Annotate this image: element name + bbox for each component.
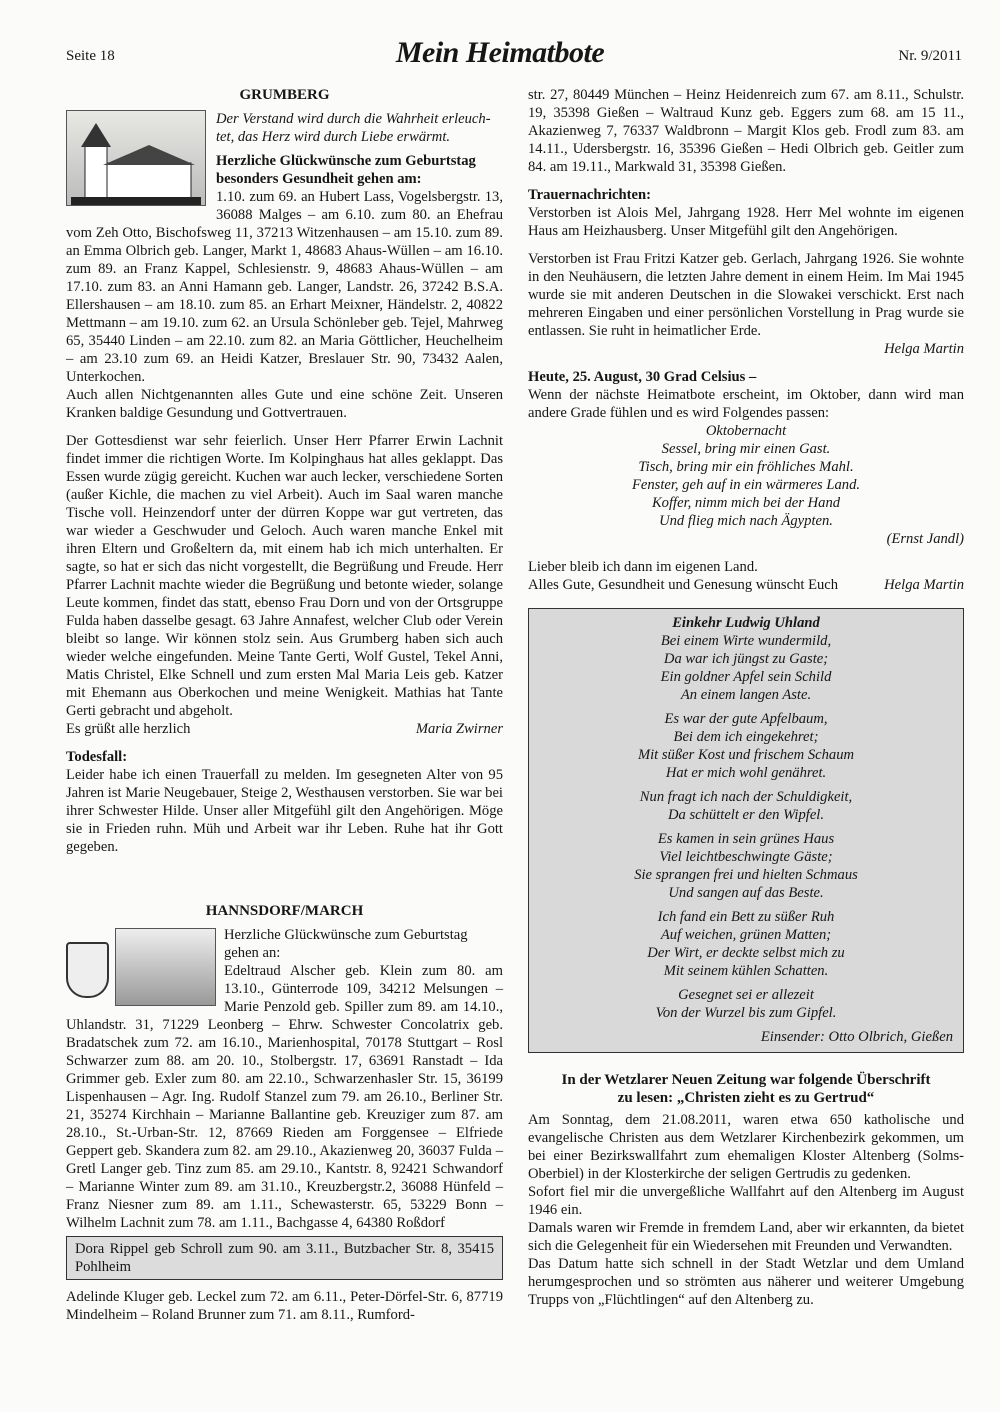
poem-line: Und flieg mich nach Ägypten. bbox=[659, 513, 833, 529]
poem-stanza bbox=[539, 788, 953, 824]
poem-line: Auf weichen, grünen Matten; bbox=[660, 927, 832, 943]
left-column bbox=[66, 86, 503, 1324]
poem-stanza bbox=[539, 830, 953, 902]
article-paragraph: Sofort fiel mir die unvergeßliche Wallfahrt auf den Altenberg im August 1946 ein. bbox=[528, 1184, 964, 1218]
birthday-list-continuation: str. 27, 80449 München – Heinz Heidenreich zum 67. am 8.11., Schulstr. 19, 35398 Gießen – Waltraud Kunz geb. Eggers zum 68. am 15 11., Akazienweg 7, 76337 Waldbronn – Margit Klos geb. Frodl zum 83. am 14.11., Udersbergstr. 16, 35396 Gießen – Hedi Olbrich geb. Geitler zum 84. am 19.11., Markwald 31, 35398 Gießen. bbox=[528, 87, 964, 175]
death-text: Leider habe ich einen Trauerfall zu melden. Im gesegneten Alter von 95 Jahren ist Marie Neugebauer, Steige 2, Westhausen verstorben. Sie war bei ihrer Schwester Hilde. Unser aller Mitgefühl gilt den Angehörigen. Möge sie in Frieden ruhn. Müh und Arbeit war ihr Leben. Ruhe hat ihr Gott gegeben. bbox=[66, 767, 503, 855]
today-heading: Heute, 25. August, 30 Grad Celsius – bbox=[528, 369, 757, 385]
highlight-box bbox=[66, 1236, 503, 1280]
wish-line bbox=[528, 576, 964, 594]
poem-line: An einem langen Aste. bbox=[680, 687, 812, 703]
report-text: Der Gottesdienst war sehr feierlich. Unser Herr Pfarrer Erwin Lachnit findet immer die richtigen Worte. Im Kolpinghaus hat alles geklappt. Das Essen wurde zügig gereicht. Kuchen war auch lecker, verschiedene Sorten (außer Kichle, die machen zu viel Arbeit). Auch im Saal waren manche Tische voll. Heinzendorf unter der dürren Koppe war gut vertreten, das war wieder a Geschwuder und Geloch. Auch waren manche Enkel mit ihren Eltern und Großeltern da, mit einem hab ich mich unterhalten. Er sagte, so hat er sich das nicht vorgestellt, die Begrüßung und Freude. Herr Pfarrer Lachnit machte wieder die Begrüßung und betonte wieder, solange Leute kommen, findet das statt, ebenso Frau Dorn und von der Ortsgruppe Fulda haben dasselbe gesagt. 63 Jahre Annafest, welcher Club oder Verein bleibt so lange. Wir können stolz sein. Aus Grumberg haben sich auch wieder welche eingefunden. Meine Tante Gerti, Wolf Gustel, Tekel Anni, Matis Christel, Elke Schnell und zum ersten Mal Maria Leis geb. Katzer mit Ehemann aus Oberkochen und meine Wenigkeit. Mathias hat Tante Gerti gebracht und abgeholt. bbox=[66, 433, 503, 719]
poem-line: Tisch, bring mir ein fröhliches Mahl. bbox=[638, 459, 854, 475]
article-paragraph: Damals waren wir Fremde in fremdem Land, aber wir erkannten, da bietet sich die Gelegenheit für ein Wiedersehen mit Freunden und Verwandten. bbox=[528, 1220, 964, 1254]
motto-line-2: tet, das Herz wird durch Liebe erwärmt. bbox=[216, 129, 451, 145]
poem-author: (Ernst Jandl) bbox=[886, 531, 964, 547]
article-title-line-1: In der Wetzlarer Neuen Zeitung war folgende Überschrift bbox=[561, 1072, 931, 1088]
greeting-line bbox=[66, 720, 503, 738]
poem-line: Mit süßer Kost und frischem Schaum bbox=[637, 747, 855, 763]
wish-text: Alles Gute, Gesundheit und Genesung wünscht Euch bbox=[528, 577, 839, 593]
wish-signature: Helga Martin bbox=[884, 577, 964, 593]
poem-line: Gesegnet sei er allezeit bbox=[678, 987, 814, 1003]
poem-line: Sie sprangen frei und hielten Schmaus bbox=[634, 867, 858, 883]
village-scene-image bbox=[115, 928, 216, 1006]
poem-stanza bbox=[539, 986, 953, 1022]
hannsdorf-intro-2: gehen an: bbox=[224, 945, 281, 961]
poem-stanza bbox=[539, 632, 953, 704]
page-number: Seite 18 bbox=[66, 48, 115, 64]
poem-line: Bei dem ich eingekehret; bbox=[673, 729, 819, 745]
section-title-hannsdorf: HANNSDORF/MARCH bbox=[205, 903, 364, 919]
poem-line: Viel leichtbeschwingte Gäste; bbox=[659, 849, 833, 865]
article-title-line-2: zu lesen: „Christen zieht es zu Gertrud“ bbox=[617, 1090, 875, 1106]
today-text: Wenn der nächste Heimatbote erscheint, im Oktober, dann wird man andere Grade fühlen und es wird Folgendes passen: bbox=[528, 387, 964, 421]
poem-sender: Einsender: Otto Olbrich, Gießen bbox=[760, 1029, 953, 1045]
poem-line: Und sangen auf das Beste. bbox=[668, 885, 824, 901]
poem-line: Mit seinem kühlen Schatten. bbox=[663, 963, 829, 979]
wish-heading-1: Herzliche Glückwünsche zum Geburtstag bbox=[216, 153, 476, 169]
birthday-list-grumberg: 1.10. zum 69. an Hubert Lass, Vogelsbergstr. 13, 36088 Malges – am 6.10. zum 80. an Ehefrau vom Zeh Otto, Bischofsweg 11, 37213 Witzenhausen – am 15.10. zum 89. an Emma Olbrich geb. Langer, Markt 1, 48683 Ahaus-Wüllen – am 16.10. zum 89. an Franz Kappel, Schlesienstr. 9, 48683 Ahaus-Wüllen – am 17.10. zum 83. an Anni Hamann geb. Langer, Landstr. 26, 37242 B.S.A. Ellershausen – am 18.10. zum 85. an Erhart Meixner, Händelstr. 2, 40822 Mettmann – am 19.10. zum 62. an Ursula Schönleber geb. Tejel, Mahrweg 65, 35440 Linden – am 22.10. zum 82. an Maria Göttlicher, Heuchelheim – am 23.10 zum 69. an Heidi Katzer, Breslauer Str. 90, 73432 Aalen, Unterkochen. bbox=[66, 189, 503, 385]
highlight-text: Dora Rippel geb Schroll zum 90. am 3.11., Butzbacher Str. 8, 35415 Pohlheim bbox=[75, 1241, 494, 1275]
hannsdorf-illustration bbox=[66, 928, 216, 1012]
poem-box-einkehr bbox=[528, 608, 964, 1053]
poem-line: Ich fand ein Bett zu süßer Ruh bbox=[657, 909, 835, 925]
poem-line: Sessel, bring mir einen Gast. bbox=[661, 441, 831, 457]
poem-line: Bei einem Wirte wundermild, bbox=[660, 633, 832, 649]
birthday-list-hannsdorf: Edeltraud Alscher geb. Klein zum 80. am 13.10., Günterrode 109, 34212 Melsungen – Marie Penzold geb. Spiller zum 89. am 14.10., Uhlandstr. 31, 71229 Leonberg – Ehrw. Schwester Concolatrix geb. Bradatschek zum 72. am 16.10., Marienhospital, 70178 Stuttgart – Rosl Schwarzer zum 88. am 20. 10., Stolbergstr. 17, 63691 Ranstadt – Ida Grimmer geb. Exler zum 80. am 22.10., Schwarzenhasler Str. 15, 36199 Lispenhausen – Agr. Ing. Rudolf Stanzel zum 79. am 26.10., Berliner Str. 21, 35274 Kirchhain – Marianne Ballantine geb. Kreuziger zum 87. am 28.10., St.-Urban-Str. 12, 87669 Rieden am Forggensee – Elfriede Geppert geb. Skandera zum 82. am 29.10., Akazienweg 20, 36037 Fulda – Gretl Langer geb. Tinz zum 85. am 29.10., Kantstr. 8, 92421 Schwandorf – Marianne Winter zum 89. am 31.10., Kreuzbergstr.2, 36088 Hünfeld – Franz Niesner zum 89. am 1.11., Schewasterstr. 65, 53229 Bonn – Wilhelm Lachnit zum 78. am 1.11., Bachgasse 4, 64380 Roßdorf bbox=[66, 963, 503, 1231]
signature-helga-martin: Helga Martin bbox=[884, 341, 964, 357]
greeting-text: Es grüßt alle herzlich bbox=[66, 721, 191, 737]
article-title bbox=[528, 1071, 964, 1107]
poem-line: Fenster, geh auf in ein wärmeres Land. bbox=[631, 477, 861, 493]
birthday-list-continued: Adelinde Kluger geb. Leckel zum 72. am 6.11., Peter-Dörfel-Str. 6, 87719 Mindelheim – Roland Brunner zum 71. am 8.11., Rumford- bbox=[66, 1289, 503, 1323]
poem-line: Nun fragt ich nach der Schuldigkeit, bbox=[639, 789, 853, 805]
motto-line-1: Der Verstand wird durch die Wahrheit erleuch- bbox=[216, 111, 491, 127]
death-heading: Todesfall: bbox=[66, 749, 128, 765]
hannsdorf-intro-1: Herzliche Glückwünsche zum Geburtstag bbox=[224, 927, 468, 943]
poem-line: Koffer, nimm mich bei der Hand bbox=[651, 495, 841, 511]
poem-line: Da schüttelt er den Wipfel. bbox=[667, 807, 825, 823]
poem-line: Hat er mich wohl genähret. bbox=[665, 765, 827, 781]
article-paragraph: Das Datum hatte sich schnell in der Stadt Wetzlar und dem Umland herumgesprochen und so strömten aus näherer und weiterer Umgebung Trupps von „Flüchtlingen“ auf den Altenberg zu. bbox=[528, 1256, 964, 1308]
masthead: Mein Heimatbote bbox=[395, 36, 605, 69]
poem-line: Oktobernacht bbox=[705, 423, 787, 439]
church-illustration bbox=[66, 110, 206, 206]
coat-of-arms-icon bbox=[66, 942, 109, 998]
article-paragraph: Am Sonntag, dem 21.08.2011, waren etwa 650 katholische und evangelische Christen aus dem Wetzlarer Kirchenbezirk gekommen, um bei einer Bezirkswallfahrt zum ehemaligen Kloster Altenberg (Solms-Oberbiel) in der Klosterkirche der seligen Gertrudis zu gedenken. bbox=[528, 1112, 964, 1182]
poem-stanza bbox=[539, 710, 953, 782]
poem-line: Von der Wurzel bis zum Gipfel. bbox=[655, 1005, 837, 1021]
page-header bbox=[0, 36, 1000, 78]
mourning-text-2: Verstorben ist Frau Fritzi Katzer geb. Gerlach, Jahrgang 1926. Sie wohnte in den Neuhäusern, die letzten Jahre dement in einem Heim. Im Mai 1945 wurde sie mit anderen Deutschen in die Slowakei verschickt. Erst nach mehreren Eingaben und einer persönlichen Vorstellung in Prag wurde sie entlassen. Sie ruht in heimatlicher Erde. bbox=[528, 251, 964, 339]
signature-maria-zwirner: Maria Zwirner bbox=[415, 721, 503, 737]
stay-line: Lieber bleib ich dann im eigenen Land. bbox=[528, 559, 758, 575]
poem-line: Der Wirt, er deckte selbst mich zu bbox=[647, 945, 845, 961]
poem-box-title: Einkehr Ludwig Uhland bbox=[672, 615, 820, 631]
mourning-signature-line bbox=[528, 340, 964, 358]
poem-line: Ein goldner Apfel sein Schild bbox=[660, 669, 832, 685]
church-icon bbox=[71, 117, 201, 205]
mourning-heading: Trauernachrichten: bbox=[528, 187, 651, 203]
issue-number: Nr. 9/2011 bbox=[898, 48, 962, 64]
section-title-grumberg: GRUMBERG bbox=[239, 87, 330, 103]
poem-line: Es war der gute Apfelbaum, bbox=[664, 711, 828, 727]
wishes-all: Auch allen Nichtgenannten alles Gute und eine schöne Zeit. Unseren Kranken baldige Gesundung und Gottvertrauen. bbox=[66, 387, 503, 421]
right-column bbox=[528, 86, 964, 1309]
poem-stanza bbox=[539, 908, 953, 980]
poem-author-line bbox=[528, 530, 964, 548]
poem-line: Da war ich jüngst zu Gaste; bbox=[663, 651, 829, 667]
mourning-text-1: Verstorben ist Alois Mel, Jahrgang 1928. Herr Mel wohnte im eigenen Haus am Heizhausberg. Unser Mitgefühl gilt den Angehörigen. bbox=[528, 205, 964, 239]
wish-heading-2: besonders Gesundheit gehen am: bbox=[216, 171, 422, 187]
poem-oktobernacht bbox=[528, 422, 964, 530]
poem-line: Es kamen in sein grünes Haus bbox=[657, 831, 835, 847]
